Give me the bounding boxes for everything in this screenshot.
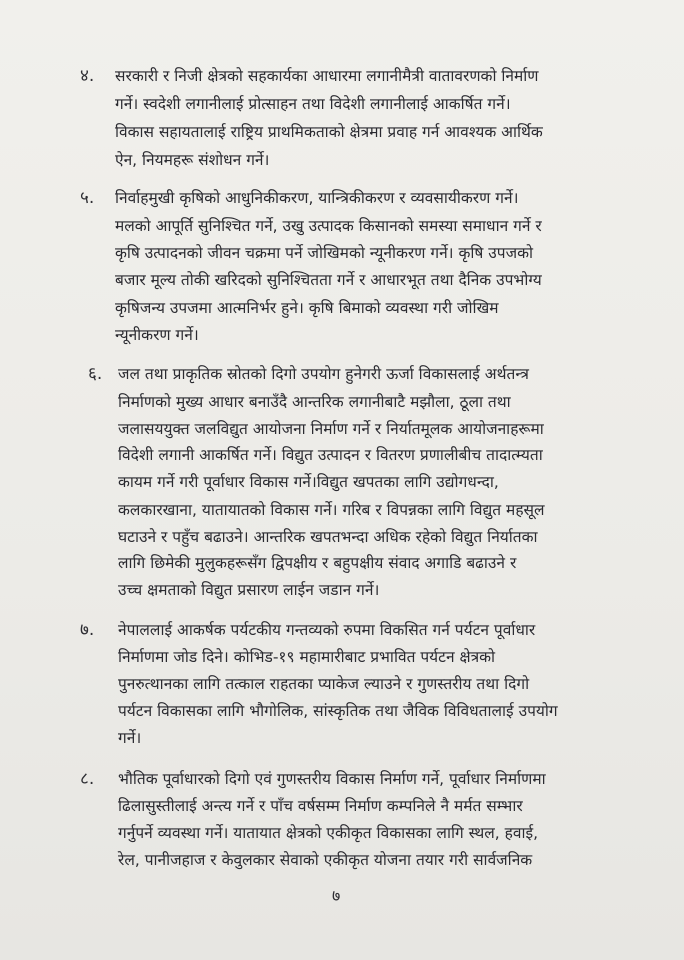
text-line: निर्वाहमुखी कृषिको आधुनिकीकरण, यान्त्रिकीकरण र व्यवसायीकरण गर्ने। — [115, 189, 519, 207]
text-line: लागि छिमेकी मुलुकहरूसँग द्विपक्षीय र बहुपक्षीय संवाद अगाडि बढाउने र — [118, 554, 517, 572]
page-number: ७ — [332, 886, 341, 905]
text-line: ढिलासुस्तीलाई अन्त्य गर्ने र पाँच वर्षसम्म निर्माण कम्पनिले नै मर्मत सम्भार — [118, 797, 523, 815]
text-line: कृषि उत्पादनको जीवन चक्रमा पर्ने जोखिमको न्यूनीकरण गर्ने। कृषि उपजको — [115, 244, 534, 262]
text-line: कृषिजन्य उपजमा आत्मनिर्भर हुने। कृषि बिमाको व्यवस्था गरी जोखिम — [115, 299, 499, 317]
text-line: जल तथा प्राकृतिक स्रोतको दिगो उपयोग हुनेगरी ऊर्जा विकासलाई अर्थतन्त्र — [118, 365, 529, 383]
text-line: न्यूनीकरण गर्ने। — [115, 326, 199, 344]
text-line: पर्यटन विकासका लागि भौगोलिक, सांस्कृतिक तथा जैविक विविधतालाई उपयोग — [118, 702, 558, 720]
text-line: गर्ने। — [118, 729, 142, 747]
text-line: भौतिक पूर्वाधारको दिगो एवं गुणस्तरीय विकास निर्माण गर्ने, पूर्वाधार निर्माणमा — [118, 770, 546, 788]
text-line: जलासययुक्त जलविद्युत आयोजना निर्माण गर्ने र निर्यातमूलक आयोजनाहरूमा — [118, 420, 544, 438]
item-number: ६. — [88, 364, 103, 384]
item-number: ८. — [80, 769, 95, 789]
text-line: गर्ने। स्वदेशी लगानीलाई प्रोत्साहन तथा विदेशी लगानीलाई आकर्षित गर्ने। — [115, 95, 511, 113]
item-number: ७. — [80, 620, 95, 640]
text-line: सरकारी र निजी क्षेत्रको सहकार्यका आधारमा लगानीमैत्री वातावरणको निर्माण — [115, 67, 539, 85]
text-line: विकास सहायतालाई राष्ट्रिय प्राथमिकताको क्षेत्रमा प्रवाह गर्न आवश्यक आर्थिक — [115, 123, 543, 141]
text-line: निर्माणमा जोड दिने। कोभिड-१९ महामारीबाट प्रभावित पर्यटन क्षेत्रको — [118, 648, 496, 666]
text-line: मलको आपूर्ति सुनिश्चित गर्ने, उखु उत्पादक किसानको समस्या समाधान गर्ने र — [115, 217, 542, 235]
text-line: ऐन, नियमहरू संशोधन गर्ने। — [115, 151, 270, 169]
text-line: पुनरुत्थानका लागि तत्काल राहतका प्याकेज ल्याउने र गुणस्तरीय तथा दिगो — [118, 675, 530, 693]
text-line: कलकारखाना, यातायातको विकास गर्ने। गरिब र विपन्नका लागि विद्युत महसूल — [118, 501, 545, 519]
text-line: उच्च क्षमताको विद्युत प्रसारण लाईन जडान गर्ने। — [118, 581, 380, 599]
text-line: निर्माणको मुख्य आधार बनाउँदै आन्तरिक लगानीबाटै मझौला, ठूला तथा — [118, 393, 511, 411]
text-line: बजार मूल्य तोकी खरिदको सुनिश्चितता गर्ने र आधारभूत तथा दैनिक उपभोग्य — [115, 271, 542, 289]
item-number: ४. — [80, 66, 95, 86]
text-line: कायम गर्ने गरी पूर्वाधार विकास गर्ने।विद्युत खपतका लागि उद्योगधन्दा, — [118, 473, 499, 491]
text-line: रेल, पानीजहाज र केवुलकार सेवाको एकीकृत योजना तयार गरी सार्वजनिक — [118, 851, 533, 869]
item-number: ५. — [80, 188, 95, 208]
text-line: घटाउने र पहुँच बढाउने। आन्तरिक खपतभन्दा अधिक रहेको विद्युत निर्यातका — [118, 528, 538, 546]
text-line: विदेशी लगानी आकर्षित गर्ने। विद्युत उत्पादन र वितरण प्रणालीबीच तादात्म्यता — [118, 446, 543, 464]
text-line: नेपाललाई आकर्षक पर्यटकीय गन्तव्यको रुपमा विकसित गर्न पर्यटन पूर्वाधार — [118, 621, 536, 639]
text-line: गर्नुपर्ने व्यवस्था गर्ने। यातायात क्षेत्रको एकीकृत विकासका लागि स्थल, हवाई, — [118, 824, 539, 842]
